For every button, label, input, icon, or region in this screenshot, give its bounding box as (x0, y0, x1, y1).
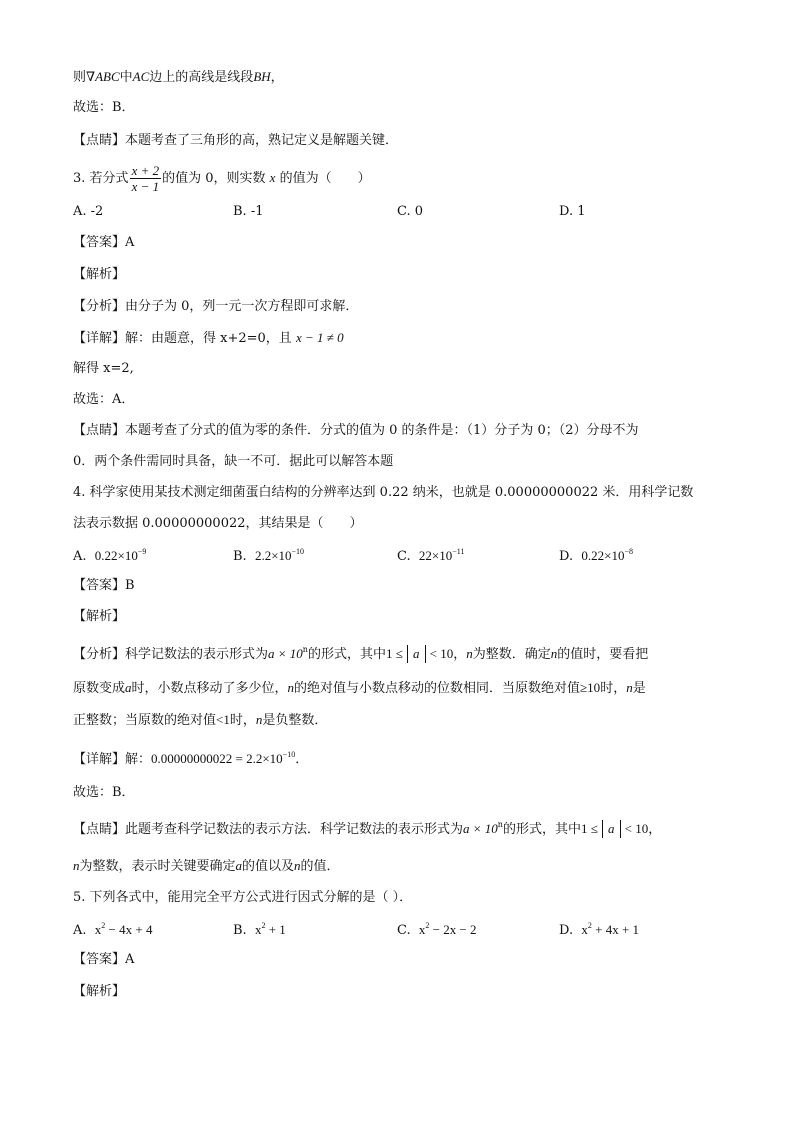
remark-line: 【点睛】本题考查了三角形的高，熟记定义是解题关键． (73, 133, 399, 148)
q5-option-b: B. $x^2 + 1$ (233, 921, 286, 938)
remark-line-2: n为整数，表示时关键要确定a的值以及n的值． (73, 858, 340, 874)
choice-line: 故选：A． (73, 392, 135, 407)
choice-line: 故选：B． (73, 785, 135, 800)
q4-option-b: B. $2.2\times 10^{-10}$ (233, 547, 305, 564)
line-triangle-height: 则∇ABC中AC边上的高线是线段BH， (73, 69, 284, 85)
analysis-label: 【解析】 (73, 267, 126, 282)
q3-option-d: D. 1 (559, 204, 586, 219)
choice-line: 故选：B． (73, 100, 135, 115)
q4-option-a: A. $0.22\times 10^{-9}$ (73, 547, 147, 564)
q3-option-a: A. -2 (73, 204, 104, 219)
q5-option-c: C. $x^2 - 2x - 2$ (397, 921, 477, 938)
answer-label: 【答案】B (73, 578, 135, 593)
detail-line: 【详解】解：$0.00000000022 = 2.2\times 10^{-10}$． (73, 750, 309, 767)
remark-line: 【点睛】此题考查科学记数法的表示方法．科学记数法的表示形式为$a \times 10^n$的形式，其中1 ≤ a < 10， (73, 820, 662, 837)
answer-label: 【答案】A (73, 952, 135, 967)
q3-option-c: C. 0 (397, 204, 424, 219)
question-5: 5. 下列各式中，能用完全平方公式进行因式分解的是（ ）． (73, 890, 413, 905)
question-3: 3. 若分式 $\frac{x + 2}{x - 1}$ 的值为 0，则实数 x 的值为（ ） (73, 163, 371, 194)
fraction: $\frac{x + 2}{x - 1}$ (131, 163, 160, 194)
remark-line-2: 0．两个条件需同时具备，缺一不可．据此可以解答本题 (73, 454, 394, 469)
question-4-line-2: 法表示数据 0.00000000022，其结果是（ ） (73, 516, 363, 531)
q4-option-d: D. $0.22\times 10^{-8}$ (559, 547, 633, 564)
analysis-text-3: 正整数；当原数的绝对值<1时，n是负整数． (73, 712, 328, 728)
analysis-text-2: 原数变成a时，小数点移动了多少位，n的绝对值与小数点移动的位数相同．当原数绝对值≥10时，n是 (73, 680, 646, 696)
analysis-label: 【解析】 (73, 984, 126, 999)
analysis-text: 【分析】科学记数法的表示形式为$a \times 10^n$的形式，其中1 ≤ a < 10，n为整数．确定n的值时，要看把 (73, 645, 649, 662)
detail-line: 【详解】解：由题意，得 x+2=0，且 x − 1 ≠ 0 (73, 330, 344, 346)
answer-label: 【答案】A (73, 235, 135, 250)
solve-line: 解得 x=2, (73, 361, 134, 376)
q5-option-d: D. $x^2 + 4x + 1$ (559, 921, 640, 938)
remark-line: 【点睛】本题考查了分式的值为零的条件．分式的值为 0 的条件是：（1）分子为 0；（2）分母不为 (73, 423, 639, 438)
q5-option-a: A. $x^2 - 4x + 4$ (73, 921, 153, 938)
analysis-label: 【解析】 (73, 609, 126, 624)
analysis-text: 【分析】由分子为 0，列一元一次方程即可求解． (73, 299, 359, 314)
q4-option-c: C. $22\times 10^{-11}$ (397, 547, 465, 564)
question-4: 4. 科学家使用某技术测定细菌蛋白结构的分辨率达到 0.22 纳米，也就是 0.00000000022 米．用科学记数 (73, 485, 694, 500)
q3-option-b: B. -1 (233, 204, 264, 219)
